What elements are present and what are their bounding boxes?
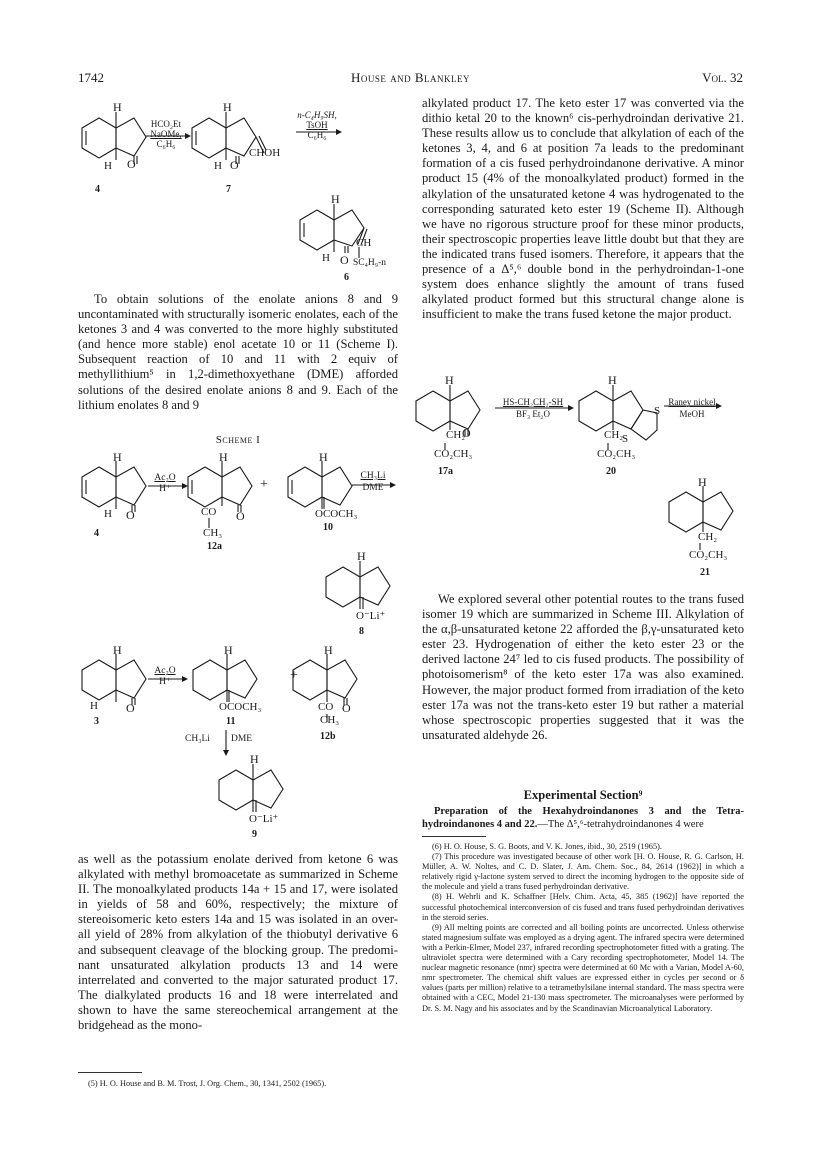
label-h-7-bottom: H — [214, 160, 222, 172]
s2-s-lower: S — [622, 433, 629, 445]
s1-structure-8 — [326, 561, 390, 609]
structure-6 — [300, 204, 367, 258]
volume-label: Vol. 32 — [702, 70, 743, 85]
footnote-8: (8) H. Wehrli and K. Schaffner [Helv. Chim. Acta, 45, 385 (1962)] have reported the successful photochemical interconversion of cis fused and trans fused perhydroindan derivatives in the steroid series. — [422, 892, 744, 922]
experimental-subheading: Preparation of the Hexahydroindanones 3 and the Tetrahydroindanones 4 and 22. — [422, 806, 744, 830]
experimental-section-title: Experimental Section⁹ — [523, 788, 643, 802]
label-h-6-bottom: H — [322, 252, 330, 264]
s2-h-20: H — [608, 373, 617, 387]
s2-cpd-20: 20 — [606, 466, 616, 477]
right-paragraph-2: We explored several other potential routes to the trans fused isomer 19 which are summarized in Scheme III. Alkylation of the α,β-unsaturated ketone 22 afforded the β,γ-unsaturated keto ester 23. Hydrogenation of either the keto ester 23 or the derived lactone 24⁷ led to cis fused products. The possibility of photoisomerism⁸ of the keto ester 17a was also examined. However, the major product formed from irradiation of the keto ester 17a was not the trans-keto ester 19 but rather a material whose spectroscopic properties suggested that it was the unsaturated aldehyde 26. — [422, 592, 744, 742]
s1-ococh3-11: OCOCH₃ — [219, 701, 262, 713]
running-title: House and Blankley — [350, 70, 471, 85]
s1-reagent-dme-down: DME — [231, 734, 253, 744]
s1-reagent-ch3li: CH₃Li DME — [360, 471, 386, 493]
s1-cpd-12a: 12a — [207, 541, 222, 552]
s1-structure-11 — [193, 654, 257, 702]
s1-ococh3-10: OCOCH₃ — [315, 508, 358, 520]
s1-structure-10 — [288, 461, 352, 509]
structure-4 — [82, 112, 146, 164]
s1-oli-8: O⁻Li⁺ — [356, 610, 386, 622]
s1-cpd-8: 8 — [359, 626, 364, 637]
label-ch: CH — [356, 237, 372, 249]
label-h: H — [113, 100, 122, 114]
s2-o-17a: O — [462, 426, 471, 440]
footnote-9: (9) All melting points are corrected and all boiling points are uncorrected. Unless otherwise stated magnesium sulfate was employed as a drying agent. The infrared spectra were determined with a Perkin-Elmer, Model 237, infrared recording spectrophotometer fitted with a grating. The ultraviolet spectra were determined with a Cary recording spectrophotometer, Model 14. The nuclear magnetic resonance (nmr) spectra were determined at 60 Mc with a Varian, Model A-60, nmr spectrometer. The chemical shift values are expressed either in cycles per second or δ values (parts per million) relative to a tetramethylsilane internal standard. The mass spectra were obtained with a CEC, Model 21-130 mass spectrometer. The microanalyses were performed by Dr. S. M. Nagy and his associates and by the Scandinavian Microanalytical Laboratory. — [422, 922, 744, 1013]
s1-h-12a: H — [219, 450, 228, 464]
s1-oli-9: O⁻Li⁺ — [249, 813, 279, 825]
footnote-5: (5) H. O. House and B. M. Trost, J. Org. Chem., 30, 1341, 2502 (1965). — [88, 1079, 327, 1088]
s1-cpd-12b: 12b — [320, 731, 336, 742]
label-o-7: O — [230, 158, 239, 172]
s1-h-8: H — [357, 549, 366, 563]
label-choh: CHOH — [249, 147, 281, 159]
s1-structure-9 — [219, 764, 283, 812]
s1-plus-1: + — [260, 477, 268, 492]
left-paragraph-1: To obtain solutions of the enolate anions 8 and 9 uncontaminated with structurally isomeric enolates, each of the ketones 3 and 4 was converted to the more highly substituted (and hence more stable) enol acetate 10 or 11 (Scheme I). Subsequent reaction of 10 and 11 with 2 equiv of methyllithium⁵ in 1,2-dimethoxyethane (DME) afforded solutions of the desired enolate anions 8 and 9. Each of the lithium enolates 8 and 9 — [78, 292, 398, 412]
s1-h-11: H — [224, 643, 233, 657]
s1-co-12b: CO — [318, 701, 334, 713]
label-h-7: H — [223, 100, 232, 114]
compound-number-7: 7 — [226, 184, 231, 195]
s2-reagent-dithiol: HS-CH₂CH₂-SH BF₃ Et₂O — [502, 397, 564, 419]
s2-h-21: H — [698, 475, 707, 489]
label-sbu: SC₄H₉-n — [353, 258, 387, 268]
s1-h-3: H — [113, 643, 122, 657]
s1-structure-4 — [82, 461, 146, 512]
scheme-1-title: Scheme I — [215, 434, 261, 446]
label-h-bottom: H — [104, 160, 112, 172]
s1-o-12b: O — [342, 701, 351, 715]
s1-cpd-3: 3 — [94, 716, 99, 727]
s1-h-12b: H — [324, 643, 333, 657]
s2-cpd-17a: 17a — [438, 466, 453, 477]
s2-ch2-21: CH₂ — [698, 531, 718, 543]
s1-cpd-11: 11 — [226, 716, 236, 727]
footnote-7: (7) This procedure was investigated because of other work [H. O. House, R. G. Carlson, H. Müller, A. W. Noltes, and C. D. Slater, J. Am. Chem. Soc., 84, 2614 (1962)] in which a relatively rigid γ-lactone system served to direct the incoming hydrogen to the opposite side of the molecule and yield a trans fused perhydroindan derivative. — [422, 852, 744, 892]
right-paragraph-1: alkylated product 17. The keto ester 17 was converted via the dithio ketal 20 to the known⁶ cis-perhydroindan derivative 21. These results allow us to conclude that alkylation of each of the ketones 3, 4, and 6 at position 7a leads to the predominant formation of a cis fused perhydroindanone derivative. A minor product 15 (4% of the monoalkylated product) formed in the alkylation of the unsaturated ketone 4 was hydrogenated to the corresponding saturated keto ester 19 (Scheme II). Although we have no rigorous structure proof for these minor products, their spectroscopic properties leave little doubt but that they are the indicated trans fused isomers. Therefore, it appears that the presence of a Δ⁵,⁶ double bond in the perhydroindan-1-one system does enhance slightly the amount of trans fused alkylated product formed but this structural change alone is insufficient to make the trans fused ketone the major product. — [422, 96, 744, 322]
s1-o-3: O — [126, 701, 135, 715]
footnote-rule-left — [78, 1072, 142, 1073]
compound-number-4: 4 — [95, 184, 100, 195]
left-paragraph-2: as well as the potassium enolate derived from ketone 6 was alkylated with methyl bromoacetate as summarized in Scheme II. The monoalkylated products 14a + 15 and 17, were isolated in yields of 58 and 60%, respectively; the mixture of stereoisomeric keto esters 14a and 15 was isolated in an over-all yield of 28% from alkylation of the thiobutyl derivative 6 and subsequent cleavage of the blocking group. The predominant unsaturated alkylation products 13 and 14 were interrelated and converted to the major saturated product 17. The dialkylated products 16 and 18 were interrelated and shown to have the same stereochemical arrangement at the bridgehead as the mono- — [78, 852, 398, 1033]
reagents-thioether: n-C₄H₉SH, TsOH C₆H₆ — [297, 110, 337, 140]
label-h-6: H — [331, 192, 340, 206]
s1-ch3-12a: CH₃ — [203, 527, 223, 539]
label-o-6: O — [340, 253, 349, 267]
s1-h-4-bottom: H — [104, 508, 112, 520]
page-number: 1742 — [78, 70, 104, 85]
s1-h-3-bottom: H — [90, 700, 98, 712]
s2-s-upper: S — [654, 405, 661, 417]
label-o: O — [127, 157, 136, 171]
s1-o-12a: O — [236, 509, 245, 523]
s2-cpd-21: 21 — [700, 567, 710, 578]
s1-structure-3 — [82, 654, 146, 705]
s1-cpd-9: 9 — [252, 829, 257, 840]
experimental-first-paragraph — [422, 806, 744, 831]
s1-h-9: H — [250, 752, 259, 766]
s1-h-10: H — [319, 450, 328, 464]
s1-cpd-10: 10 — [323, 522, 333, 533]
s1-o-4: O — [126, 508, 135, 522]
compound-number-6: 6 — [344, 272, 349, 283]
s2-co2ch3-21: CO₂CH₃ — [689, 549, 728, 561]
footnote-rule-right — [422, 836, 486, 837]
s1-reagent-ch3li-down: CH₃Li — [185, 734, 210, 744]
s1-co-12a: CO — [201, 506, 217, 518]
s1-reagent-ac2o-2: Ac₂O H⁺ — [154, 666, 176, 687]
s2-co2ch3-20: CO₂CH₃ — [597, 448, 636, 460]
footnote-6: (6) H. O. House, S. G. Boots, and V. K. Jones, ibid., 30, 2519 (1965). — [432, 842, 662, 851]
s2-ch2-20: CH₂ — [604, 429, 624, 441]
s2-ch2-17a: CH₂ — [446, 429, 466, 441]
s2-reagent-raney: Raney nickel MeOH — [668, 397, 716, 419]
footnotes-right — [422, 842, 744, 1014]
experimental-text: —The Δ⁵,⁶-tetrahydroindanones 4 were — [537, 818, 704, 830]
s1-plus-2: + — [290, 668, 298, 683]
s1-ch3-12b: CH₃ — [320, 714, 340, 726]
reagents-formylation: HCO₂Et NaOMe, C₆H₆ — [150, 119, 182, 149]
s1-reagent-ac2o-1: Ac₂O H⁺ — [154, 473, 176, 494]
s2-co2ch3-17a: CO₂CH₃ — [434, 448, 473, 460]
s2-h-17a: H — [445, 373, 454, 387]
s1-cpd-4: 4 — [94, 528, 99, 539]
s1-h-4: H — [113, 450, 122, 464]
